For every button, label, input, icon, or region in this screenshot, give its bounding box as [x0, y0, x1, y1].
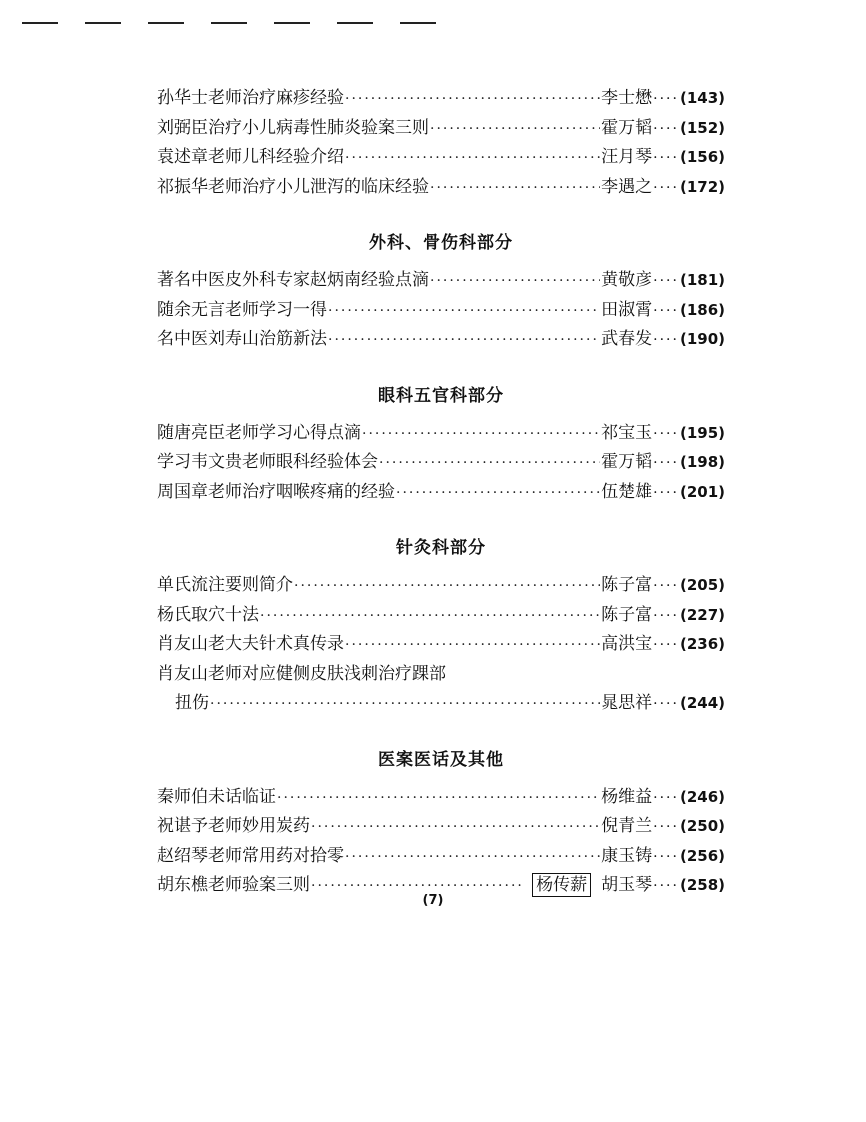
dot-leader-short: ···· [653, 607, 679, 624]
entry-page-number: (201) [679, 482, 725, 501]
entry-author: 霍万韬 [601, 452, 653, 472]
section-heading: 针灸科部分 [396, 538, 486, 558]
entry-page-number: (198) [679, 453, 725, 471]
entry-title: 学习韦文贵老师眼科经验体会 [157, 452, 378, 472]
toc-entry [157, 689, 725, 719]
entry-author: 陈子富 [601, 604, 653, 625]
entry-title: 胡东樵老师验案三则 [157, 875, 310, 895]
entry-title: 周国章老师治疗咽喉疼痛的经验 [157, 481, 395, 502]
entry-author: 倪青兰 [601, 816, 653, 836]
entry-page-number: (205) [679, 576, 725, 594]
entry-page-number: (172) [679, 177, 725, 196]
dot-leader [345, 631, 600, 661]
entry-author: 康玉铸 [601, 845, 653, 866]
dot-leader [396, 479, 600, 509]
dot-leader [345, 144, 600, 174]
dot-leader-short: ···· [653, 484, 679, 501]
dot-leader [277, 784, 600, 814]
dot-leader-short: ···· [653, 819, 679, 835]
toc-section [157, 381, 725, 508]
entry-page-number: (181) [679, 271, 725, 289]
toc-section [157, 84, 725, 202]
dot-leader [430, 115, 600, 145]
section-heading: 医案医话及其他 [378, 749, 504, 770]
top-dash-rule [22, 22, 442, 26]
toc-section [157, 745, 725, 901]
entry-title: 秦师伯未话临证 [157, 786, 276, 807]
toc-entry [157, 84, 725, 114]
dot-leader-short: ···· [653, 332, 679, 348]
entry-author: 汪月琴 [601, 147, 653, 167]
toc-entry [157, 419, 725, 449]
entry-title: 肖友山老师对应健侧皮肤浅刺治疗踝部 [157, 663, 446, 684]
entry-page-number: (244) [679, 694, 725, 712]
section-heading: 外科、骨伤科部分 [369, 233, 513, 253]
entry-author: 晁思祥 [601, 693, 653, 713]
dot-leader-short: ···· [653, 179, 679, 196]
entry-title: 单氏流注要则简介 [157, 575, 293, 595]
entry-author: 李士懋 [601, 88, 653, 108]
toc-entry [157, 812, 725, 842]
entry-title: 祝谌予老师妙用炭药 [157, 816, 310, 836]
entry-author: 杨维益 [601, 786, 653, 807]
toc-entry [157, 601, 725, 631]
toc-section [157, 533, 725, 719]
entry-title: 肖友山老大夫针术真传录 [157, 634, 344, 654]
entry-author: 胡玉琴 [601, 875, 653, 895]
toc-entry [157, 630, 725, 660]
dot-leader-short: ···· [653, 789, 679, 806]
dot-leader [362, 420, 600, 450]
dot-leader [328, 326, 600, 356]
dot-leader-short: ···· [653, 455, 679, 471]
entry-page-number: (236) [679, 635, 725, 653]
entry-page-number: (156) [679, 148, 725, 166]
toc-entry [157, 114, 725, 144]
dot-leader [311, 813, 600, 843]
entry-title: 孙华士老师治疗麻疹经验 [157, 88, 344, 108]
entry-page-number: (227) [679, 605, 725, 624]
entry-page-number: (256) [679, 846, 725, 865]
dot-leader [345, 843, 600, 873]
dot-leader-short: ···· [653, 425, 679, 442]
entry-page-number: (186) [679, 300, 725, 319]
toc-section [157, 228, 725, 355]
dot-leader-short: ···· [653, 302, 679, 319]
toc-entry [157, 842, 725, 872]
entry-title: 著名中医皮外科专家赵炳南经验点滴 [157, 270, 429, 290]
toc-entry [157, 325, 725, 355]
dot-leader-short: ···· [653, 120, 679, 137]
entry-title: 随唐亮臣老师学习心得点滴 [157, 422, 361, 443]
table-of-contents [157, 84, 725, 901]
entry-author: 高洪宝 [601, 634, 653, 654]
dot-leader-short: ···· [653, 150, 679, 166]
entry-title: 赵绍琴老师常用药对拾零 [157, 845, 344, 866]
entry-title: 杨氏取穴十法 [157, 604, 259, 625]
dot-leader-short: ···· [653, 91, 679, 107]
toc-entry [157, 571, 725, 601]
dot-leader [430, 267, 600, 297]
dot-leader [379, 449, 600, 479]
toc-entry [157, 478, 725, 508]
entry-author: 陈子富 [601, 575, 653, 595]
entry-author: 祁宝玉 [601, 422, 653, 443]
toc-entry [157, 296, 725, 326]
entry-page-number: (190) [679, 330, 725, 348]
entry-author: 李遇之 [601, 176, 653, 197]
dot-leader-short: ···· [653, 696, 679, 712]
entry-title: 刘弼臣治疗小儿病毒性肺炎验案三则 [157, 117, 429, 138]
toc-entry [157, 266, 725, 296]
entry-title: 名中医刘寿山治筋新法 [157, 329, 327, 349]
entry-author: 霍万韬 [601, 117, 653, 138]
dot-leader-short: ···· [653, 578, 679, 594]
toc-entry [157, 173, 725, 203]
dot-leader [294, 572, 600, 602]
entry-title: 扭伤 [175, 693, 209, 713]
entry-author: 武春发 [601, 329, 653, 349]
entry-author: 伍楚雄 [601, 481, 653, 502]
dot-leader [328, 297, 600, 327]
toc-entry [157, 783, 725, 813]
entry-page-number: (250) [679, 817, 725, 835]
entry-title: 祁振华老师治疗小儿泄泻的临床经验 [157, 176, 429, 197]
dot-leader-short: ···· [653, 637, 679, 653]
dot-leader [345, 85, 600, 115]
boxed-name: 杨传薪 [532, 873, 591, 897]
dot-leader-short: ···· [653, 848, 679, 865]
dot-leader [430, 174, 600, 204]
entry-author: 黄敬彦 [601, 270, 653, 290]
toc-entry [157, 143, 725, 173]
entry-page-number: (246) [679, 787, 725, 806]
dot-leader-short: ···· [653, 878, 679, 894]
entry-page-number: (143) [679, 89, 725, 107]
entry-title: 袁述章老师儿科经验介绍 [157, 147, 344, 167]
toc-entry [157, 660, 725, 690]
entry-title: 随余无言老师学习一得 [157, 299, 327, 320]
entry-page-number: (195) [679, 423, 725, 442]
section-heading: 眼科五官科部分 [378, 385, 504, 406]
dot-leader [210, 690, 600, 720]
entry-author: 田淑霄 [601, 299, 653, 320]
dot-leader [260, 602, 600, 632]
entry-page-number: (258) [679, 876, 725, 894]
dot-leader-short: ···· [653, 273, 679, 289]
page-number: (7) [422, 893, 444, 908]
toc-entry [157, 448, 725, 478]
entry-page-number: (152) [679, 118, 725, 137]
